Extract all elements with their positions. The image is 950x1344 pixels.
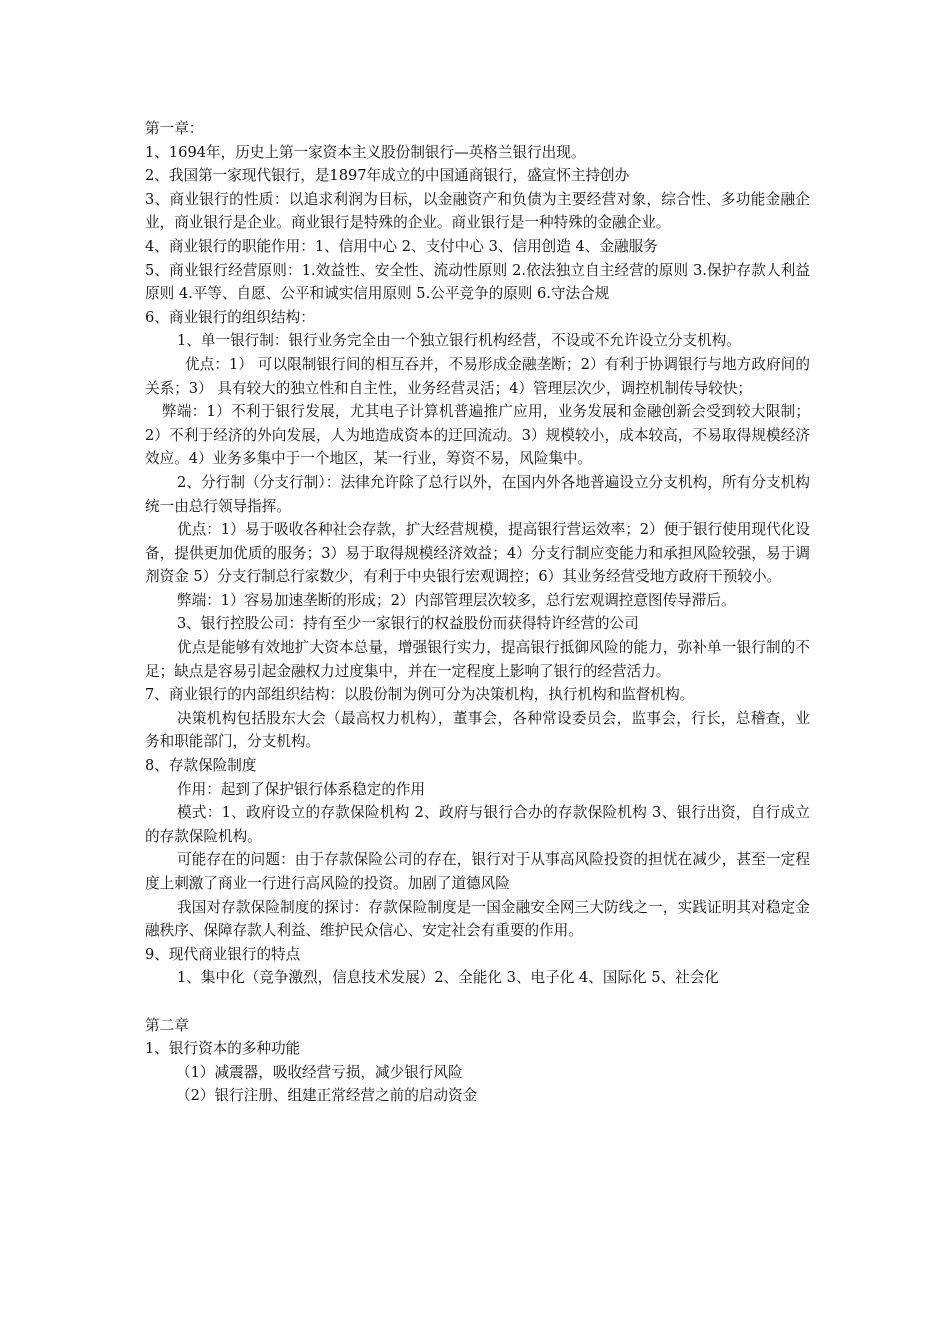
paragraph: 弊端：1）不利于银行发展，尤其电子计算机普遍推广应用，业务发展和金融创新会受到较大限制；2）不利于经济的外向发展，人为地造成资本的迂回流动。3）规模较小，成本较高，不易取得规模经济效应。4）业务多集中于一个地区，某一行业，筹资不易，风险集中。 [145,403,810,468]
paragraph: 9、现代商业银行的特点 [145,945,301,963]
paragraph: 5、商业银行经营原则：1.效益性、安全性、流动性原则 2.依法独立自主经营的原则 3.保护存款人利益原则 4.平等、自愿、公平和诚实信用原则 5.公平竞争的原则 6.守法合规 [145,261,810,303]
paragraph: 优点：1）易于吸收各种社会存款，扩大经营规模，提高银行营运效率；2）便于银行使用现代化设备，提供更加优质的服务；3）易于取得规模经济效益；4）分支行制应变能力和承担风险较强，易于调剂资金 5）分支行制总行家数少，有利于中央银行宏观调控；6）其业务经营受地方政府干预较小。 [145,521,810,586]
paragraph: 6、商业银行的组织结构： [145,308,315,326]
paragraph: 1、1694年，历史上第一家资本主义股份制银行—英格兰银行出现。 [145,143,586,161]
paragraph: 3、银行控股公司：持有至少一家银行的权益股份而获得特许经营的公司 [177,615,639,633]
paragraph: （1）减震器，吸收经营亏损，减少银行风险 [176,1063,463,1081]
paragraph: 优点：1） 可以限制银行间的相互吞并，不易形成金融垄断；2）有利于协调银行与地方政府间的关系；3） 具有较大的独立性和自主性，业务经营灵活；4）管理层次少，调控机制传导较快； [145,355,810,397]
paragraph: 模式：1、政府设立的存款保险机构 2、政府与银行合办的存款保险机构 3、银行出资，自行成立的存款保险机构。 [145,804,810,845]
paragraph: 优点是能够有效地扩大资本总量，增强银行实力，提高银行抵御风险的能力，弥补单一银行制的不足；缺点是容易引起金融权力过度集中，并在一定程度上影响了银行的经营活力。 [145,639,810,680]
document-body [145,117,810,1108]
paragraph: 我国对存款保险制度的探讨：存款保险制度是一国金融安全网三大防线之一，实践证明其对稳定金融秩序、保障存款人利益、维护民众信心、安定社会有重要的作用。 [145,898,810,940]
paragraph: 决策机构包括股东大会（最高权力机构），董事会，各种常设委员会，监事会，行长，总稽查，业务和职能部门，分支机构。 [145,709,810,751]
paragraph: 3、商业银行的性质：以追求利润为目标，以金融资产和负债为主要经营对象，综合性、多功能金融企业，商业银行是企业。商业银行是特殊的企业。商业银行是一种特殊的金融企业。 [145,190,810,232]
paragraph: 1、银行资本的多种功能 [145,1040,301,1058]
paragraph: 4、商业银行的职能作用：1、信用中心 2、支付中心 3、信用创造 4、金融服务 [145,237,658,255]
chapter-2-heading: 第二章 [145,1016,189,1034]
paragraph: 可能存在的问题：由于存款保险公司的存在，银行对于从事高风险投资的担忧在减少，甚至一定程度上刺激了商业一行进行高风险的投资。加剧了道德风险 [145,851,810,892]
paragraph: 弊端：1）容易加速垄断的形成；2）内部管理层次较多，总行宏观调控意图传导滞后。 [177,591,736,609]
paragraph: 1、集中化（竞争激烈，信息技术发展）2、全能化 3、电子化 4、国际化 5、社会化 [177,969,719,987]
paragraph: 7、商业银行的内部组织结构：以股份制为例可分为决策机构，执行机构和监督机构。 [145,686,695,704]
paragraph: （2）银行注册、组建正常经营之前的启动资金 [176,1087,478,1105]
paragraph: 2、我国第一家现代银行，是1897年成立的中国通商银行，盛宣怀主持创办 [145,167,630,185]
paragraph: 2、分行制（分支行制）：法律允许除了总行以外，在国内外各地普遍设立分支机构，所有分支机构统一由总行领导指挥。 [145,473,810,515]
paragraph: 8、存款保险制度 [145,757,257,775]
blank-line [145,990,810,1014]
paragraph: 作用：起到了保护银行体系稳定的作用 [177,780,426,798]
chapter-1-heading: 第一章： [145,120,204,137]
paragraph: 1、单一银行制：银行业务完全由一个独立银行机构经营，不设或不允许设立分支机构。 [177,332,741,350]
